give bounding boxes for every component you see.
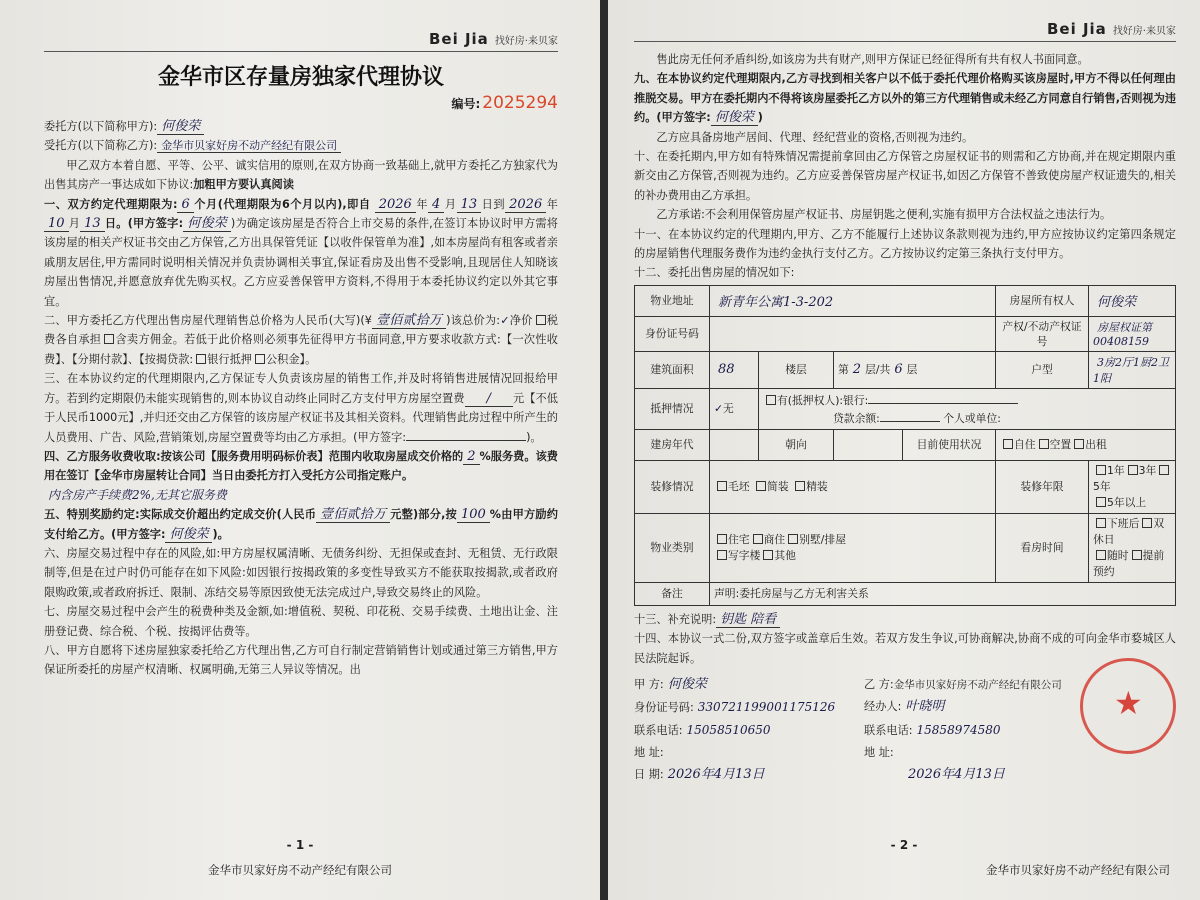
party-b-name: 金华市贝家好房不动产经纪有限公司 (893, 679, 1062, 692)
clause-5-signature: 何俊荣 (165, 527, 212, 543)
remark-label: 备注 (635, 582, 710, 605)
clause-10-promise: 乙方承诺:不会利用保管房屋产权证书、房屋钥匙之便利,实施有损甲方合法权益之违法行为。 (656, 208, 1112, 222)
orient-value (834, 429, 903, 460)
clause-9-end: ) (757, 111, 763, 125)
clause-9-extra: 乙方应具备房地产居间、代理、经纪营业的资格,否则视为违约。 (656, 130, 974, 144)
clause-3 (44, 369, 558, 447)
clause-9 (634, 69, 1176, 127)
floor-mid: 层/共 (865, 363, 891, 377)
checkbox (255, 354, 265, 364)
clause-7: 七、房屋交易过程中会产生的税费种类及金额,如:增值税、契税、印花税、交易手续费、土地出让金、注册登记费、综合税、个税、按揭评估费等。 (44, 605, 558, 638)
sign-row-date (634, 764, 1176, 786)
page-footer-2: 金华市贝家好房不动产经纪有限公司 (986, 863, 1170, 877)
clause-1-mid: 个月(代理期限为6个月以内),即自 (193, 197, 371, 211)
clause-1-signature: 何俊荣 (183, 216, 231, 232)
layout-value (1089, 351, 1176, 388)
start-month: 4 (428, 197, 444, 213)
day-to: 日到 (481, 197, 506, 211)
year-value (710, 429, 759, 460)
party-b-address: 地 址: (864, 746, 894, 760)
view-label: 看房时间 (996, 513, 1089, 582)
option-housing-fund: 公积金 (265, 352, 300, 366)
address-text: 新青年公寓1-3-202 (718, 295, 834, 311)
clause-13 (634, 610, 1176, 629)
mortgage-unit-label: 个人或单位: (943, 411, 1001, 425)
clause-14: 十四、本协议一式二份,双方签字或盖章后生效。若双方发生争议,可协商解决,协商不成的可向金华市婺城区人民法院起诉。 (634, 632, 1176, 665)
intro-bold: 加粗甲方要认真阅读 (193, 178, 294, 192)
property-table (634, 285, 1176, 606)
clause-5-end: )。 (212, 527, 229, 541)
address-value (710, 285, 996, 316)
table-row (635, 582, 1176, 605)
clause-8-cont: 售此房无任何矛盾纠纷,如该房为共有财产,则甲方保证已经征得所有共有权人书面同意。 (656, 53, 1089, 66)
clause-5-head: 五、特别奖励约定:实际成交价超出约定成交价(人民币 (44, 508, 317, 522)
clause-4-body: %服务费。该费用在签订【金华市房屋转让合同】当日由委托方打入受托方公司指定账户。 (44, 449, 558, 483)
floor-suffix: 层 (906, 363, 918, 377)
cert-value (1089, 316, 1176, 351)
contract-page-2 (608, 0, 1200, 900)
clause-1-body: )为确定该房屋是否符合上市交易的条件,在签订本协议时甲方需将该房屋的相关产权证书交由乙方保管,乙方出具保管凭证【以收件保管单为准】,如本房屋尚有租客或者亲戚朋友居住,甲方需同时说明相关情况并负责协调相关事宜,保证看房及出售不受影响,且现居住人知晓该房屋出售情况,并愿意放弃优先购买权。乙方应妥善保管甲方资料,不得用于本委托协议约定以外其它事宜。 (44, 217, 558, 308)
clause-4-head: 四、乙方服务收费收取:按该公司【服务费用明码标价表】范围内收取房屋成交价格的 (44, 449, 464, 463)
intro-text (44, 156, 558, 195)
clause-1-months: 6 (177, 197, 193, 213)
use-opt-rent: 出租 (1085, 438, 1107, 452)
party-a (634, 674, 864, 696)
start-day: 13 (457, 197, 482, 213)
vacancy-fee: / (465, 391, 513, 407)
client-name: 何俊荣 (157, 119, 204, 135)
clause-1-head: 一、双方约定代理期限为: (44, 197, 178, 211)
use-opt-self: 自住 (1014, 438, 1036, 452)
mortgage-loan-line (763, 409, 1171, 427)
clause-5-mid: 元整)部分,按 (390, 508, 457, 522)
party-b-date (864, 764, 1009, 786)
clause-1 (44, 195, 558, 311)
floor-prefix: 第 (838, 363, 849, 377)
phone-label: 联系电话: (864, 724, 913, 738)
clause-1-sign-label: 日。(甲方签字: (104, 217, 184, 231)
deco-opt-simple: 简装 (767, 480, 789, 494)
contract-number (44, 93, 558, 113)
checkbox (1159, 465, 1169, 475)
check-mark: ✓ (714, 402, 724, 416)
checkbox (1074, 439, 1084, 449)
brand-slogan: 找好房·来贝家 (1112, 26, 1176, 37)
party-a-signature: 何俊荣 (667, 677, 707, 693)
deco-opt-rough: 毛坯 (728, 480, 750, 494)
floor-value (834, 351, 996, 388)
checkbox (763, 550, 773, 560)
checkbox (717, 534, 727, 544)
clause-2-body: 。若低于此价格则必须事先征得甲方书面同意,甲方要求收款方式:【一次性收费】、【分期付款】、【按揭贷款: (44, 333, 558, 366)
category-options (710, 513, 996, 582)
client-label: 委托方(以下简称甲方): (44, 120, 158, 133)
client-line (44, 117, 558, 136)
cat-opt-other: 其他 (774, 548, 796, 562)
end-day: 13 (80, 216, 105, 232)
area-label: 建筑面积 (635, 351, 710, 388)
clause-10: 十、在委托期内,甲方如有特殊情况需提前拿回由乙方保管之房屋权证书的则需和乙方协商,并在规定期限内重新交由乙方保管,否则视为违约。乙方应妥善保管房屋产权证书,如因乙方保管不善致使房屋产权证遗失的,相关的补办费用由乙方承担。 (634, 150, 1176, 202)
checkbox (1096, 550, 1106, 560)
checkbox (766, 395, 776, 405)
end-month: 10 (44, 216, 69, 232)
clause-3-body: 元【不低于人民币1000元】,并归还交由乙方保管的该房屋产权证书及其相关资料。代理销售此房过程中所产生的人员费用、广告、风险,营销策划,房屋空置费等均由乙方承担。(甲方签字: (44, 391, 558, 444)
cert-text: 房屋权证第00408159 (1093, 321, 1152, 349)
checkbox (1096, 465, 1106, 475)
id-number: 330721199001175126 (697, 700, 836, 715)
clause-5-amount: 壹佰贰拾万 (316, 507, 390, 523)
cat-opt-office: 写字楼 (728, 548, 761, 562)
party-a-id (634, 696, 864, 719)
checkbox (1142, 518, 1152, 528)
floor-label: 楼层 (759, 351, 834, 388)
owner-text: 何俊荣 (1097, 295, 1137, 311)
mortgage-bank-blank (868, 391, 1018, 404)
option-tax-each: 税费各自承担 (44, 314, 558, 347)
clause-4-note: 内含房产手续费2%,无其它服务费 (48, 487, 227, 502)
use-options (996, 429, 1176, 460)
clause-8: 八、甲方自愿将下述房屋独家委托给乙方代理出售,乙方可自行制定营销销售计划或通过第三方销售,甲方保证所委托的房屋产权清晰、权属明确,无第三人异议等情况。出 (44, 643, 558, 677)
document-title: 金华市区存量房独家代理协议 (157, 64, 444, 90)
mortgage-none (710, 388, 759, 429)
table-row (635, 285, 1176, 316)
contract-number-value: 2025294 (482, 93, 558, 113)
reward-pct: 100 (457, 507, 490, 523)
checkbox (1128, 465, 1138, 475)
party-a-address: 地 址: (634, 746, 664, 760)
checkbox (1132, 550, 1142, 560)
checkbox (1096, 497, 1106, 507)
use-label: 目前使用状况 (903, 429, 996, 460)
owner-value (1089, 285, 1176, 316)
view-options (1089, 513, 1176, 582)
owner-label: 房屋所有权人 (996, 285, 1089, 316)
deco-options (710, 460, 996, 513)
sign-row-address (634, 742, 1176, 764)
checkbox (536, 315, 546, 325)
checkbox (1003, 439, 1013, 449)
party-a-label: 甲 方: (634, 678, 664, 692)
mortgage-label: 抵押情况 (635, 388, 710, 429)
floor-total: 6 (894, 362, 903, 378)
clause-2-mid: )该总价为: (446, 314, 501, 328)
contract-number-label: 编号: (451, 97, 481, 111)
phone-a: 15058510650 (686, 723, 771, 738)
option-bank-mortgage: 银行抵押 (207, 352, 252, 366)
table-row (635, 388, 1176, 429)
end-year: 2026 (505, 197, 546, 213)
cert-label: 产权/不动产权证号 (996, 316, 1089, 351)
mortgage-details (759, 388, 1176, 429)
view-opt-appointment: 提前预约 (1093, 548, 1165, 578)
table-row (635, 316, 1176, 351)
cat-opt-residential: 住宅 (728, 532, 750, 546)
checkbox (788, 534, 798, 544)
mortgage-bank-label: 有(抵押权人):银行: (777, 393, 869, 407)
agent-person-label: 经办人: (864, 700, 902, 714)
floor-number: 2 (852, 362, 862, 378)
view-opt-weekend: 双休日 (1093, 516, 1165, 546)
checkbox (717, 481, 727, 491)
clause-2-amount: 壹佰贰拾万 (372, 313, 446, 329)
agent-name: 金华市贝家好房不动产经纪有限公司 (157, 139, 341, 153)
mortgage-loan-label: 贷款余额: (833, 411, 880, 425)
cat-opt-villa: 别墅/排屋 (799, 532, 847, 546)
agent-person (864, 696, 948, 719)
clause-9-signature: 何俊荣 (711, 110, 758, 126)
clause-4-note-line (44, 486, 558, 505)
clause-6: 六、房屋交易过程中存在的风险,如:甲方房屋权属清晰、无债务纠纷、无担保或查封、无租赁、无行政限制等,但是在过户时仍可能存在如下风险:如因银行按揭政策的多变性导致买方不能获取按揭款,或者政府限购政策,或者政府拆迁、限制、冻结交易等原因致使无法完成过户,导致交易终止的风险。 (44, 546, 558, 599)
checkbox (717, 550, 727, 560)
mortgage-none-text: 无 (723, 402, 734, 416)
check-mark: ✓ (500, 314, 510, 328)
deco-year-options (1089, 460, 1176, 513)
address-label: 物业地址 (635, 285, 710, 316)
clause-3-end: )。 (526, 430, 542, 444)
year-label: 建房年代 (635, 429, 710, 460)
option-net-price: 净价 (509, 314, 533, 328)
decoy-opt-5plus: 5年以上 (1107, 495, 1147, 509)
orient-label: 朝向 (759, 429, 834, 460)
page-footer-1: 金华市贝家好房不动产经纪有限公司 (208, 863, 392, 877)
service-rate: 2 (463, 449, 479, 465)
checkbox (196, 354, 206, 364)
layout-label: 户型 (996, 351, 1089, 388)
cat-opt-mixed: 商住 (763, 532, 786, 546)
clause-2 (44, 311, 558, 369)
date-label: 日 期: (634, 768, 664, 782)
table-row (635, 460, 1176, 513)
agent-line (44, 136, 558, 155)
category-label: 物业类别 (635, 513, 710, 582)
id-value (710, 316, 996, 351)
party-a-phone (634, 719, 864, 742)
clause-9-body: 九、在本协议约定代理期限内,乙方寻找到相关客户以不低于委托代理价格购买该房屋时,甲方不得以任何理由推脱交易。甲方在委托期内不得将该房屋委托乙方以外的第三方代理销售或未经乙方同意自行销售,否则视为违约。(甲方签字: (634, 72, 1176, 125)
table-row (635, 513, 1176, 582)
page-header (44, 30, 558, 52)
area-value (710, 351, 759, 388)
party-b (864, 674, 1062, 696)
view-opt-anytime: 随时 (1107, 548, 1129, 562)
mortgage-loan-blank (880, 409, 940, 422)
clause-3-signature-blank (406, 428, 526, 441)
phone-label: 联系电话: (634, 724, 683, 738)
page-number-2: - 2 - (890, 838, 918, 852)
checkbox (753, 534, 763, 544)
page-number-1: - 1 - (286, 838, 314, 852)
clause-2-head: 二、甲方委托乙方代理出售房屋代理销售总价格为人民币(大写)(¥ (44, 314, 372, 328)
remark-value: 声明:委托房屋与乙方无利害关系 (710, 582, 1176, 605)
clause-12: 十二、委托出售房屋的情况如下: (634, 266, 795, 280)
deco-opt-fine: 精装 (806, 480, 828, 494)
use-opt-vacant: 空置 (1049, 438, 1072, 452)
party-a-date (634, 764, 864, 786)
year-unit: 年 (546, 197, 558, 211)
clause-5-sign-label: %由甲方励约支付给乙方。(甲方签字: (44, 508, 558, 541)
option-incl-commission: 含卖方佣金 (115, 333, 173, 347)
deco-year-label: 装修年限 (996, 460, 1089, 513)
brand-logo: Bei Jia (428, 30, 489, 48)
checkbox (1039, 439, 1049, 449)
layout-text: 3房2厅1厨2卫1阳 (1093, 355, 1169, 385)
mortgage-bank-line (763, 391, 1171, 409)
table-row (635, 351, 1176, 388)
clause-13-label: 十三、补充说明: (634, 612, 717, 626)
start-year: 2026 (375, 197, 416, 213)
view-opt-after-work: 下班后 (1107, 516, 1140, 530)
clause-11: 十一、在本协议约定的代理期内,甲方、乙方不能履行上述协议条款则视为违约,甲方应按协议约定第四条规定的房屋销售代理服务费作为违约金执行支付乙方。乙方按协议约定第三条执行支付甲方。 (634, 227, 1176, 261)
id-label: 身份证号码: (634, 701, 694, 715)
deco-label: 装修情况 (635, 460, 710, 513)
checkbox (756, 481, 766, 491)
id-label: 身份证号码 (635, 316, 710, 351)
seal-star-icon: ★ (1114, 684, 1143, 722)
clause-5 (44, 505, 558, 544)
party-b-label: 乙 方: (864, 678, 894, 692)
clause-13-value: 钥匙 陪看 (716, 612, 780, 628)
checkbox (104, 334, 114, 344)
clause-4 (44, 447, 558, 486)
date-b: 2026年4月13日 (908, 767, 1005, 783)
agent-label: 受托方(以下简称乙方): (44, 139, 158, 153)
phone-b: 15858974580 (916, 723, 1001, 738)
checkbox (795, 481, 805, 491)
intro-body: 甲乙双方本着自愿、平等、公平、诚实信用的原则,在双方协商一致基础上,就甲方委托乙方独家代为出售其房产一事达成如下协议: (44, 158, 558, 192)
party-b-phone (864, 719, 1005, 742)
page-header-2 (634, 20, 1176, 42)
agent-person-signature: 叶晓明 (905, 699, 945, 715)
month-unit: 月 (444, 197, 457, 211)
company-seal (1080, 658, 1176, 754)
decoy-opt-5: 5年 (1093, 479, 1111, 493)
year-unit: 年 (415, 197, 429, 211)
date-a: 2026年4月13日 (667, 767, 765, 783)
table-row (635, 429, 1176, 460)
decoy-opt-3: 3年 (1138, 463, 1157, 477)
clause-3-head: 三、在本协议约定的代理期限内,乙方保证专人负责该房屋的销售工作,并及时将销售进展情况回报给甲方。若到约定期限仍未能实现销售的,则本协议自动终止同时乙方支付甲方房屋空置费 (44, 372, 558, 405)
month-unit: 月 (68, 217, 81, 231)
brand-logo: Bei Jia (1046, 20, 1107, 38)
checkbox (1096, 518, 1106, 528)
area-text: 88 (718, 362, 735, 378)
clause-2-end: 】。 (299, 352, 317, 366)
brand-slogan: 找好房·来贝家 (494, 36, 558, 47)
decoy-opt-1: 1年 (1107, 463, 1125, 477)
